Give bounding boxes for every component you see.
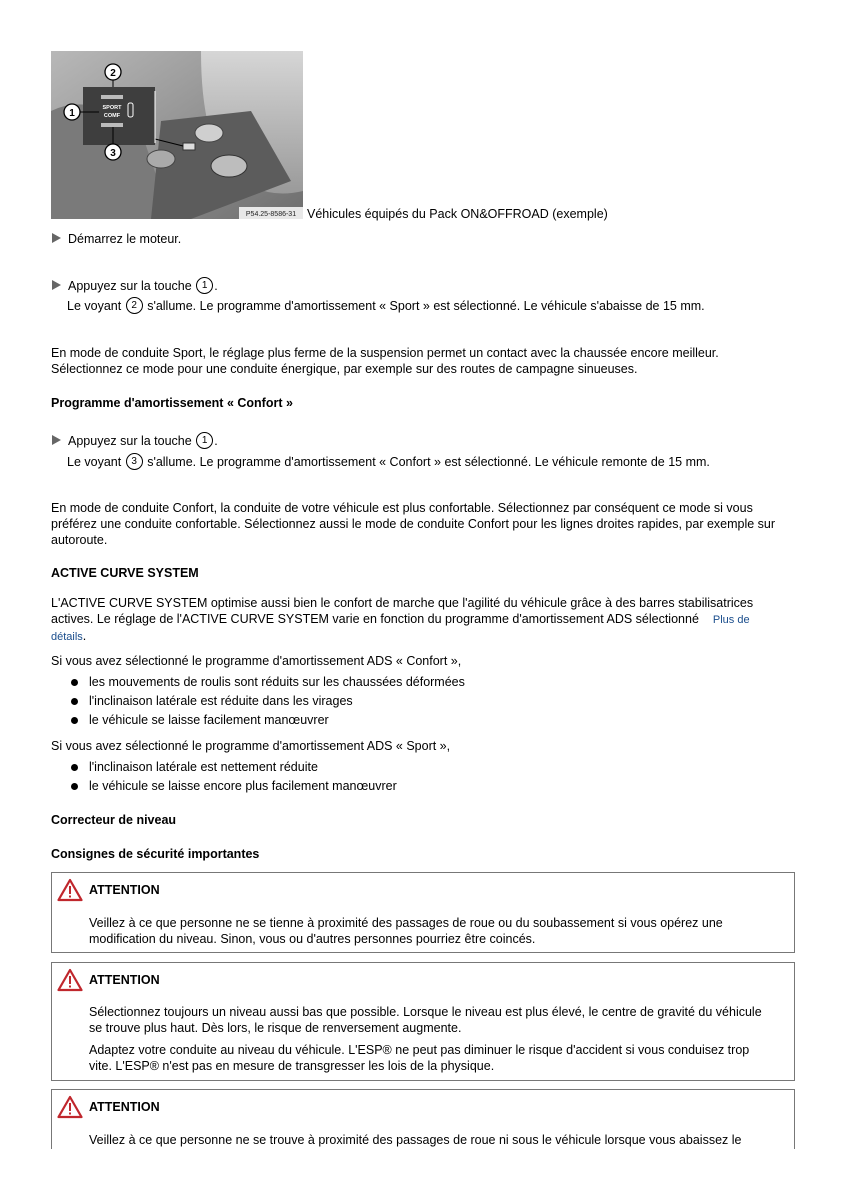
warning-line: modification du niveau. Sinon, vous ou d'autres personnes pourriez être coincés. bbox=[89, 932, 536, 946]
details-link[interactable]: détails bbox=[51, 631, 83, 643]
warning-box bbox=[51, 1089, 795, 1149]
warning-line: Sélectionnez toujours un niveau aussi bas que possible. Lorsque le niveau est plus élevé, le centre de gravité du véhicule bbox=[89, 1005, 762, 1019]
warning-text bbox=[89, 915, 779, 947]
bullet-icon bbox=[71, 783, 78, 790]
result-text: s'allume. Le programme d'amortissement « Sport » est sélectionné. Le véhicule s'abaisse de 15 mm. bbox=[147, 299, 705, 313]
step-result-2 bbox=[67, 453, 710, 470]
list-item bbox=[74, 675, 465, 689]
more-details-link[interactable]: Plus de bbox=[712, 614, 750, 626]
callout-1-icon: 1 bbox=[196, 277, 213, 294]
confort-description bbox=[51, 500, 796, 548]
paragraph-line bbox=[51, 628, 796, 645]
list-item-text: le véhicule se laisse encore plus facilement manœuvrer bbox=[89, 779, 397, 793]
result-text: Le voyant bbox=[67, 299, 122, 313]
step-punct: . bbox=[214, 434, 218, 448]
acs-description bbox=[51, 595, 796, 645]
center-console-illustration bbox=[51, 51, 303, 219]
callout-1-icon: 1 bbox=[196, 432, 213, 449]
step-arrow-icon bbox=[52, 435, 61, 445]
list-item-text: l'inclinaison latérale est nettement réduite bbox=[89, 760, 318, 774]
warning-title: ATTENTION bbox=[89, 883, 160, 897]
sport-button-label: SPORT bbox=[102, 105, 122, 111]
list-item-text: le véhicule se laisse facilement manœuvrer bbox=[89, 713, 329, 727]
step-start-engine bbox=[52, 232, 181, 246]
callout-3-icon: 3 bbox=[126, 453, 143, 470]
result-text: s'allume. Le programme d'amortissement « Confort » est sélectionné. Le véhicule remonte de 15 mm. bbox=[147, 455, 710, 469]
figure-caption: Véhicules équipés du Pack ON&OFFROAD (exemple) bbox=[307, 207, 608, 221]
warning-text bbox=[89, 1132, 779, 1148]
paragraph-line: préférez une conduite confortable. Sélectionnez aussi le mode de conduite Confort pour les lignes droites rapides, par exemple sur bbox=[51, 517, 776, 531]
step-press-button-2 bbox=[52, 432, 218, 449]
warning-triangle-icon bbox=[57, 878, 83, 902]
acs-heading: ACTIVE CURVE SYSTEM bbox=[51, 566, 199, 580]
paragraph-line: En mode de conduite Confort, la conduite de votre véhicule est plus confortable. Sélectionnez par conséquent ce mode si vous bbox=[51, 501, 753, 515]
list-item bbox=[74, 760, 318, 774]
photo-reference: P54.25-8586-31 bbox=[245, 211, 297, 218]
bullet-icon bbox=[71, 679, 78, 686]
warning-triangle-icon bbox=[57, 968, 83, 992]
step-punct: . bbox=[214, 279, 218, 293]
callout-2: 2 bbox=[110, 68, 116, 79]
confort-heading: Programme d'amortissement « Confort » bbox=[51, 396, 293, 410]
list-item bbox=[74, 694, 353, 708]
warning-triangle-icon bbox=[57, 1095, 83, 1119]
step-arrow-icon bbox=[52, 280, 61, 290]
step-text: Appuyez sur la touche bbox=[68, 434, 192, 448]
warning-box bbox=[51, 962, 795, 1081]
step-arrow-icon bbox=[52, 233, 61, 243]
paragraph-line bbox=[51, 611, 796, 628]
paragraph-line: L'ACTIVE CURVE SYSTEM optimise aussi bien le confort de marche que l'agilité du véhicule grâce à des barres stabilisatrices bbox=[51, 596, 754, 610]
warning-line: Veillez à ce que personne ne se tienne à proximité des passages de roue ou du soubassement si vous opérez une bbox=[89, 916, 723, 930]
warning-line: vite. L'ESP® n'est pas en mesure de transgresser les lois de la physique. bbox=[89, 1059, 495, 1073]
level-heading: Correcteur de niveau bbox=[51, 813, 177, 827]
step-result bbox=[67, 297, 705, 314]
callout-3: 3 bbox=[110, 148, 116, 159]
warning-text bbox=[89, 1004, 779, 1074]
confort-list-intro: Si vous avez sélectionné le programme d'amortissement ADS « Confort », bbox=[51, 654, 462, 668]
safety-heading: Consignes de sécurité importantes bbox=[51, 847, 260, 861]
paragraph-line: En mode de conduite Sport, le réglage plus ferme de la suspension permet un contact avec la chaussée encore meilleur. bbox=[51, 346, 719, 360]
warning-line: Adaptez votre conduite au niveau du véhicule. L'ESP® ne peut pas diminuer le risque d'accident si vous conduisez trop bbox=[89, 1043, 750, 1057]
paragraph-punct: . bbox=[82, 629, 87, 643]
paragraph-text: actives. Le réglage de l'ACTIVE CURVE SYSTEM varie en fonction du programme d'amortissement ADS sélectionné bbox=[51, 612, 699, 626]
bullet-icon bbox=[71, 717, 78, 724]
callout-1: 1 bbox=[69, 108, 75, 119]
step-text: Démarrez le moteur. bbox=[68, 232, 182, 246]
paragraph-line: autoroute. bbox=[51, 533, 108, 547]
bullet-icon bbox=[71, 698, 78, 705]
bullet-icon bbox=[71, 764, 78, 771]
step-text: Appuyez sur la touche bbox=[68, 279, 192, 293]
sport-list-intro: Si vous avez sélectionné le programme d'amortissement ADS « Sport », bbox=[51, 739, 451, 753]
list-item bbox=[74, 779, 397, 793]
warning-line: se trouve plus haut. Dès lors, le risque de renversement augmente. bbox=[89, 1021, 462, 1035]
console-photo bbox=[51, 51, 303, 219]
paragraph-line: Sélectionnez ce mode pour une conduite énergique, par exemple sur des routes de campagne sinueuses. bbox=[51, 362, 638, 376]
callout-2-icon: 2 bbox=[126, 297, 143, 314]
step-press-button bbox=[52, 277, 218, 294]
warning-title: ATTENTION bbox=[89, 973, 160, 987]
sport-description bbox=[51, 345, 796, 377]
result-text: Le voyant bbox=[67, 455, 122, 469]
list-item-text: les mouvements de roulis sont réduits sur les chaussées déformées bbox=[89, 675, 465, 689]
warning-box bbox=[51, 872, 795, 953]
warning-line: Veillez à ce que personne ne se trouve à proximité des passages de roue ni sous le véhicule lorsque vous abaissez le bbox=[89, 1133, 742, 1147]
list-item-text: l'inclinaison latérale est réduite dans les virages bbox=[89, 694, 353, 708]
comf-button-label: COMF bbox=[103, 113, 121, 119]
list-item bbox=[74, 713, 329, 727]
warning-title: ATTENTION bbox=[89, 1100, 160, 1114]
